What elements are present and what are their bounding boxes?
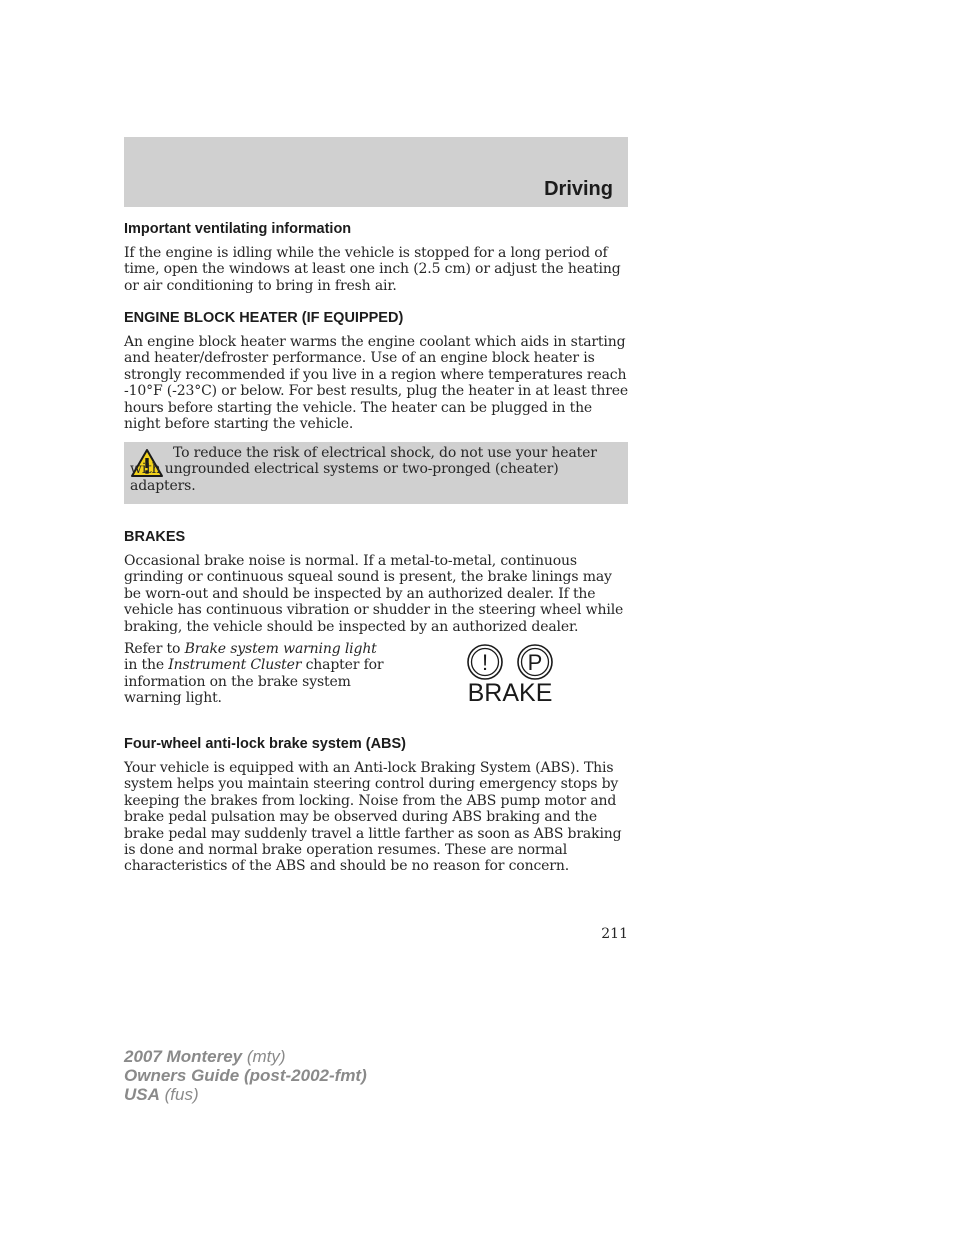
refer-link-instrument-cluster: Instrument Cluster [168,657,302,674]
footer-model-code: (mty) [242,1047,286,1066]
brake-refer-text [124,641,384,707]
brakes-body: Occasional brake noise is normal. If a metal-to-metal, continuous grinding or continuous squeal sound is present, the brake linings may be worn-out and should be inspected by an authorized dealer. If the vehicle has continuous vibration or shudder in the steering wheel while braking, the vehicle should be inspected by an authorized dealer. [124,553,624,635]
brake-warning-light-icon [462,643,558,709]
brakes-heading: BRAKES [124,529,186,545]
page-number: 211 [601,926,628,942]
document-footer [124,1047,367,1104]
refer-prefix: Refer to [124,641,185,657]
warning-text: To reduce the risk of electrical shock, do not use your heater with ungrounded electrical systems or two-pronged (cheater) adapters. [130,445,597,494]
footer-line-3 [124,1085,367,1104]
ventilating-heading: Important ventilating information [124,221,352,237]
brake-symbols-icon [462,643,558,683]
footer-model: 2007 Monterey [124,1047,243,1066]
footer-line-2 [124,1066,367,1085]
brake-symbol-p: P [527,650,543,675]
abs-body: Your vehicle is equipped with an Anti-lock Braking System (ABS). This system helps you maintain steering control during emergency stops by keeping the brakes from locking. Noise from the ABS pump motor and brake pedal pulsation may be observed during ABS braking and the brake pedal may suddenly travel a little farther as soon as ABS braking is done and normal brake operation resumes. These are normal characteristics of the ABS and should be no reason for concern. [124,760,622,875]
chapter-title: Driving [544,178,613,200]
brake-symbol-exclamation: ! [481,650,489,675]
footer-market: USA [124,1085,160,1104]
refer-suffix: chapter for information on the brake system warning light. [124,657,384,707]
block-heater-heading: ENGINE BLOCK HEATER (IF EQUIPPED) [124,310,404,326]
warning-box [124,442,628,504]
block-heater-body: An engine block heater warms the engine coolant which aids in starting and heater/defroster performance. Use of an engine block heater is strongly recommended if you live in a region where temperatures reach -10°F (-23°C) or below. For best results, plug the heater in at least three hours before starting the vehicle. The heater can be plugged in the night before starting the vehicle. [124,334,629,433]
abs-heading: Four-wheel anti-lock brake system (ABS) [124,736,407,752]
brake-label: BRAKE [467,679,553,707]
refer-mid: in the [124,657,169,674]
footer-guide: Owners Guide (post-2002-fmt) [124,1066,367,1085]
footer-line-1 [124,1047,367,1066]
ventilating-body: If the engine is idling while the vehicle is stopped for a long period of time, open the windows at least one inch (2.5 cm) or adjust the heating or air conditioning to bring in fresh air. [124,245,621,294]
footer-market-code: (fus) [159,1085,199,1104]
refer-link-brake-warning: Brake system warning light [184,641,377,657]
chapter-header [124,137,628,207]
